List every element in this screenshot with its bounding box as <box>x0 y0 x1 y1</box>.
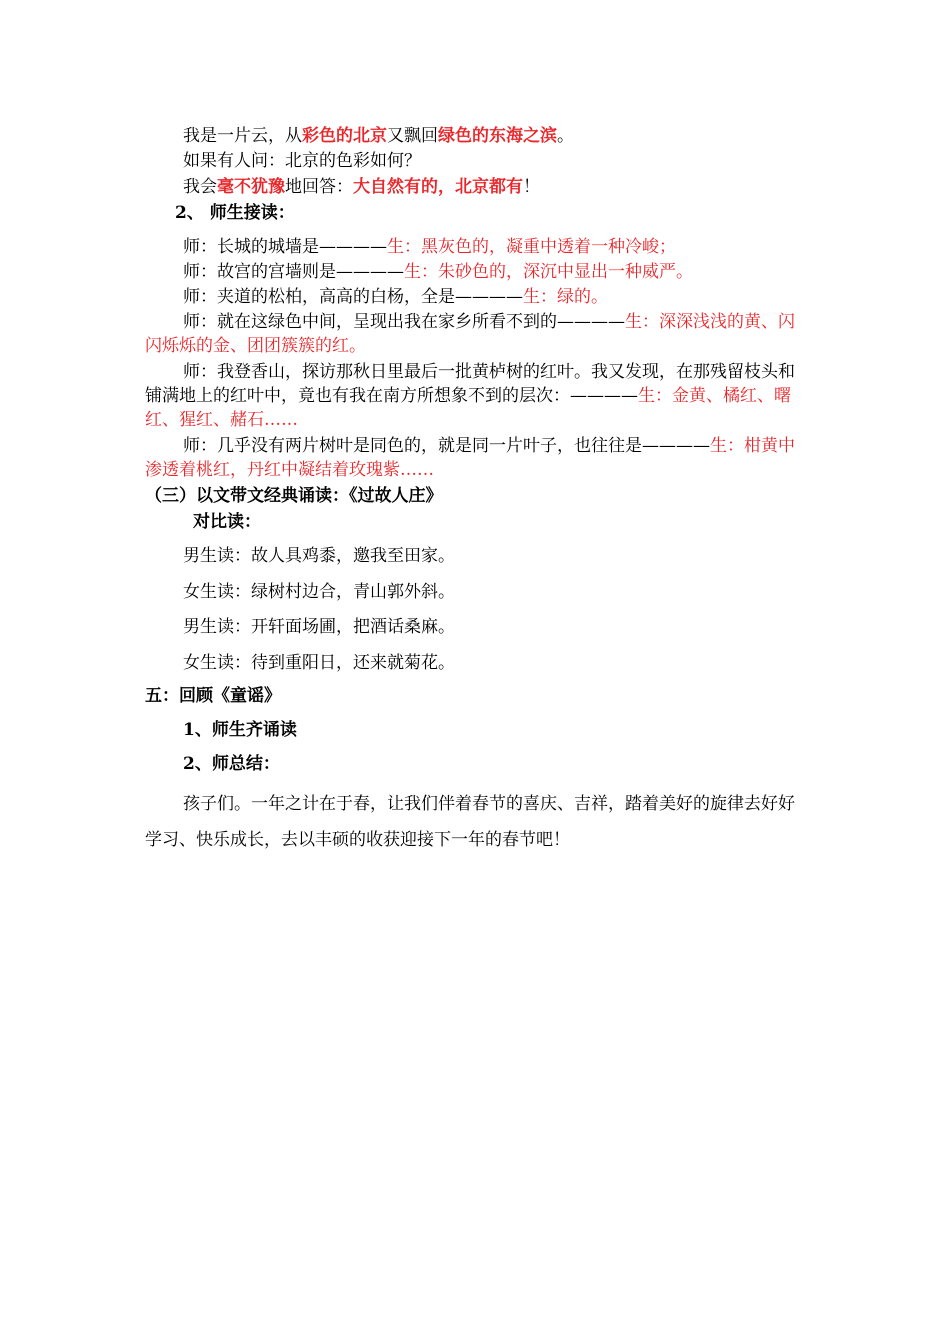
student-text: 生：黑灰色的，凝重中透着一种冷峻； <box>387 237 676 257</box>
text: ！ <box>523 177 540 197</box>
contrast-line-1: 男生读：故人具鸡黍，邀我至田家。 <box>183 546 455 566</box>
student-text: 生：绿的。 <box>523 287 608 307</box>
student-text: 生：朱砂色的，深沉中显出一种威严。 <box>404 262 693 282</box>
text: 地回答： <box>285 177 353 197</box>
text: 我是一片云，从 <box>183 126 302 146</box>
student-text: 生：深深浅浅的黄、闪闪烁烁的金、团团簇簇的红。 <box>145 312 795 356</box>
highlight: 大自然有的，北京都有 <box>353 177 523 197</box>
item-1: 1、师生齐诵读 <box>183 720 297 740</box>
teacher-text: 师：长城的城墙是———— <box>183 237 387 257</box>
text: 。 <box>557 126 574 146</box>
section3-heading: （三）以文带文经典诵读：《过故人庄》 <box>145 486 443 506</box>
highlight: 彩色的北京 <box>302 126 387 146</box>
dialog-para-6 <box>145 434 810 482</box>
student-text: 生：金黄、橘红、曙红、猩红、赭石…… <box>145 386 791 430</box>
contrast-line-4: 女生读：待到重阳日，还来就菊花。 <box>183 653 455 673</box>
text: 如果有人问：北京的色彩如何？ <box>183 151 421 171</box>
teacher-text: 师：夹道的松柏，高高的白杨，全是———— <box>183 287 523 307</box>
section5-heading: 五：回顾《童谣》 <box>145 686 281 706</box>
section2-heading: 2、 师生接读： <box>175 203 295 223</box>
text: 我会 <box>183 177 217 197</box>
contrast-line-3: 男生读：开轩面场圃，把酒话桑麻。 <box>183 617 455 637</box>
teacher-text: 师：就在这绿色中间，呈现出我在家乡所看不到的———— <box>183 312 625 332</box>
student-text: 生：柑黄中渗透着桃红，丹红中凝结着玫瑰紫…… <box>145 436 795 480</box>
highlight: 绿色的东海之滨 <box>438 126 557 146</box>
teacher-text: 师：我登香山，探访那秋日里最后一批黄栌树的红叶。我又发现，在那残留枝头和铺满地上的红叶中，竟也有我在南方所想象不到的层次：———— <box>145 362 795 406</box>
item-2: 2、师总结： <box>183 754 280 774</box>
dialog-para-4 <box>145 310 810 358</box>
teacher-text: 师：故宫的宫墙则是———— <box>183 262 404 282</box>
highlight: 毫不犹豫 <box>217 177 285 197</box>
contrast-line-2: 女生读：绿树村边合，青山郭外斜。 <box>183 582 455 602</box>
poem-line-3 <box>183 175 540 199</box>
teacher-text: 师：几乎没有两片树叶是同色的，就是同一片叶子，也往往是———— <box>183 436 710 456</box>
text: 又飘回 <box>387 126 438 146</box>
dialog-line-1 <box>183 235 676 259</box>
poem-line-1 <box>183 124 574 148</box>
poem-line-2 <box>183 149 421 173</box>
dialog-para-5 <box>145 360 810 432</box>
contrast-heading: 对比读： <box>193 512 261 532</box>
dialog-line-3 <box>183 285 608 309</box>
summary-paragraph: 孩子们。一年之计在于春，让我们伴着春节的喜庆、吉祥，踏着美好的旋律去好好学习、快乐成长，去以丰硕的收获迎接下一年的春节吧！ <box>145 794 795 850</box>
dialog-line-2 <box>183 260 693 284</box>
